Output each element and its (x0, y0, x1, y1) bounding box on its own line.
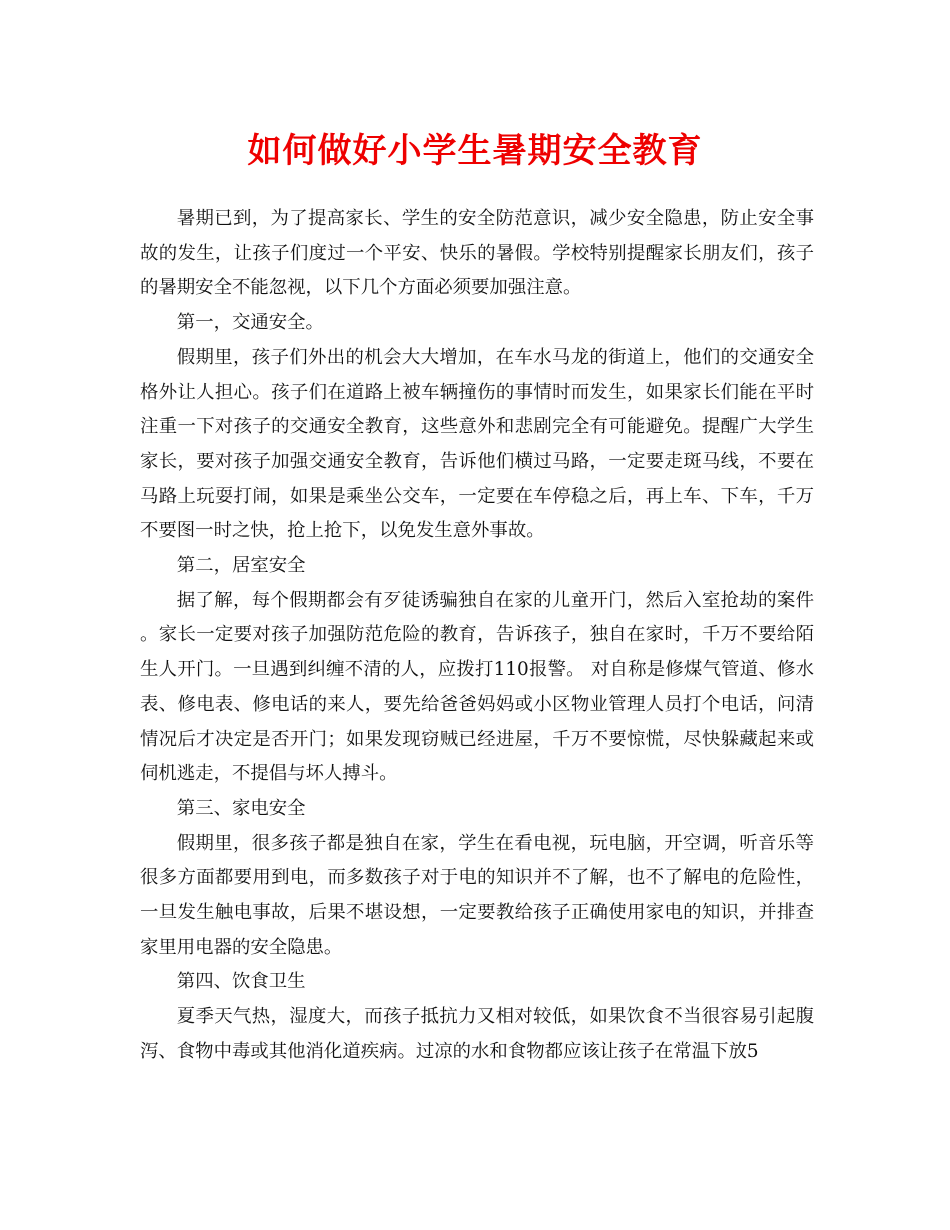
heading-food-hygiene: 第四、饮食卫生 (176, 971, 306, 993)
paragraph-traffic-safety: 假期里，孩子们外出的机会大大增加，在车水马龙的街道上，他们的交通安全格外让人担心。孩子们在道路上被车辆撞伤的事情时而发生，如果家长们能在平时注重一下对孩子的交通安全教育，这些意外和悲剧完全有可能避免。提醒广大学生家长，要对孩子加强交通安全教育，告诉他们横过马路，一定要走斑马线，不要在马路上玩耍打闹，如果是乘坐公交车，一定要在车停稳之后，再上车、下车，千万不要图一时之快，抢上抢下，以免发生意外事故。 (140, 346, 814, 542)
heading-home-safety: 第二，居室安全 (176, 555, 306, 577)
document-body (140, 202, 814, 1070)
paragraph-home-safety: 据了解，每个假期都会有歹徒诱骗独自在家的儿童开门，然后入室抢劫的案件。家长一定要对孩子加强防范危险的教育，告诉孩子，独自在家时，千万不要给陌生人开门。一旦遇到纠缠不清的人，应拨打110报警。 对自称是修煤气管道、修水表、修电表、修电话的来人，要先给爸爸妈妈或小区物业管理人员打个电话，问清情况后才决定是否开门；如果发现窃贼已经进屋，千万不要惊慌，尽快躲藏起来或伺机逃走，不提倡与坏人搏斗。 (140, 589, 814, 785)
heading-appliance-safety: 第三、家电安全 (176, 797, 306, 819)
paragraph-appliance-safety: 假期里，很多孩子都是独自在家，学生在看电视，玩电脑，开空调，听音乐等很多方面都要用到电，而多数孩子对于电的知识并不了解，也不了解电的危险性，一旦发生触电事故，后果不堪设想，一定要教给孩子正确使用家电的知识，并排查家里用电器的安全隐患。 (140, 832, 814, 958)
document-title: 如何做好小学生暑期安全教育 (247, 131, 703, 171)
paragraph-intro: 暑期已到，为了提高家长、学生的安全防范意识，减少安全隐患，防止安全事故的发生，让孩子们度过一个平安、快乐的暑假。学校特别提醒家长朋友们，孩子的暑期安全不能忽视，以下几个方面必须要加强注意。 (140, 208, 814, 299)
heading-traffic-safety: 第一，交通安全。 (176, 312, 324, 334)
paragraph-food-hygiene: 夏季天气热，湿度大，而孩子抵抗力又相对较低，如果饮食不当很容易引起腹泻、食物中毒或其他消化道疾病。过凉的水和食物都应该让孩子在常温下放5 (140, 1006, 814, 1062)
